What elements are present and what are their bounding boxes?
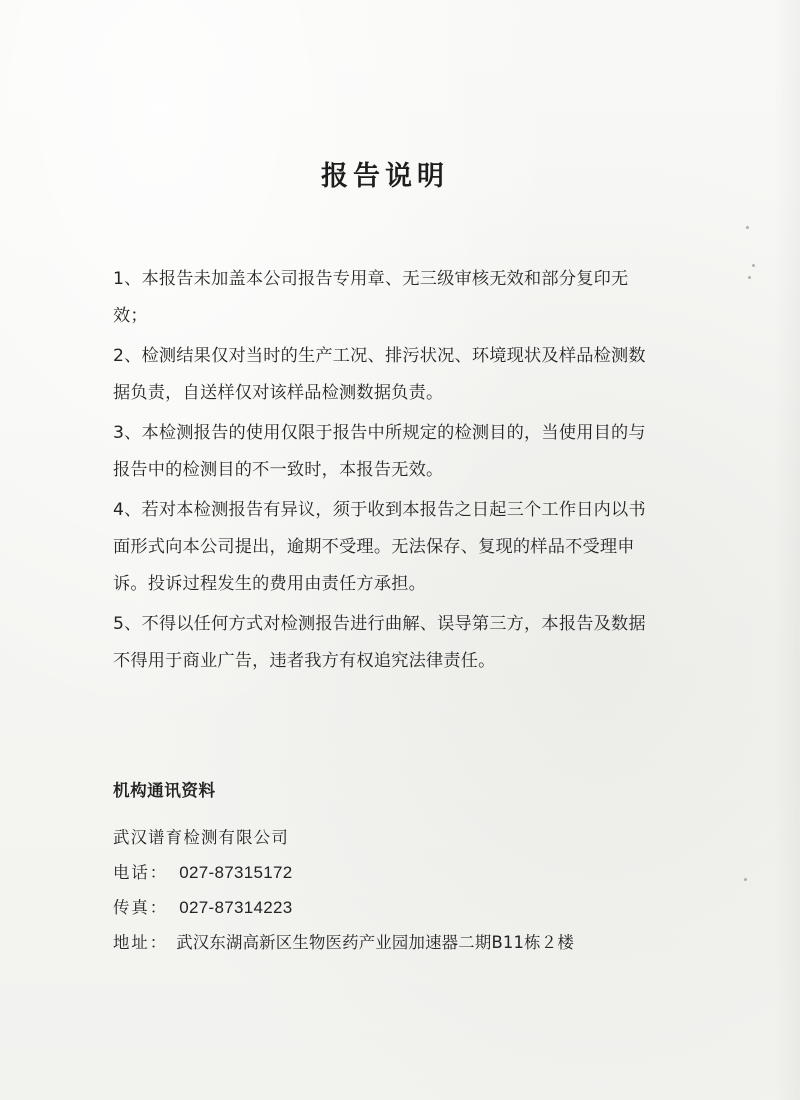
paper-speck [752,264,755,267]
phone-value: 027-87315172 [179,863,293,882]
note-item-4: 4、若对本检测报告有异议，须于收到本报告之日起三个工作日内以书面形式向本公司提出，逾期不受理。无法保存、复现的样品不受理申诉。投诉过程发生的费用由责任方承担。 [113,500,646,594]
paper-speck [748,276,751,279]
note-item-2: 2、检测结果仅对当时的生产工况、排污状况、环境现状及样品检测数据负责，自送样仅对该样品检测数据负责。 [113,346,646,403]
fax-row [113,890,653,925]
address-row [113,925,653,960]
phone-label: 电话： [113,863,169,882]
note-item-5: 5、不得以任何方式对检测报告进行曲解、误导第三方，本报告及数据不得用于商业广告，违者我方有权追究法律责任。 [113,614,646,671]
paper-speck [746,226,749,229]
fax-label: 传真： [113,898,169,917]
note-item-1: 1、本报告未加盖本公司报告专用章、无三级审核无效和部分复印无效； [113,269,629,326]
fax-value: 027-87314223 [179,898,293,917]
contact-section [113,777,653,960]
report-notes-list [113,261,663,683]
address-label: 地址： [113,933,169,952]
address-value: 武汉东湖高新区生物医药产业园加速器二期B11栋２楼 [176,933,574,952]
paper-speck [744,878,747,881]
note-item-3: 3、本检测报告的使用仅限于报告中所规定的检测目的，当使用目的与报告中的检测目的不一致时，本报告无效。 [113,423,646,480]
company-name: 武汉谱育检测有限公司 [113,828,289,847]
paper-edge-shadow [774,0,800,1100]
phone-row [113,855,653,890]
contact-title: 机构通讯资料 [113,781,216,800]
page-title: 报告说明 [321,161,449,193]
